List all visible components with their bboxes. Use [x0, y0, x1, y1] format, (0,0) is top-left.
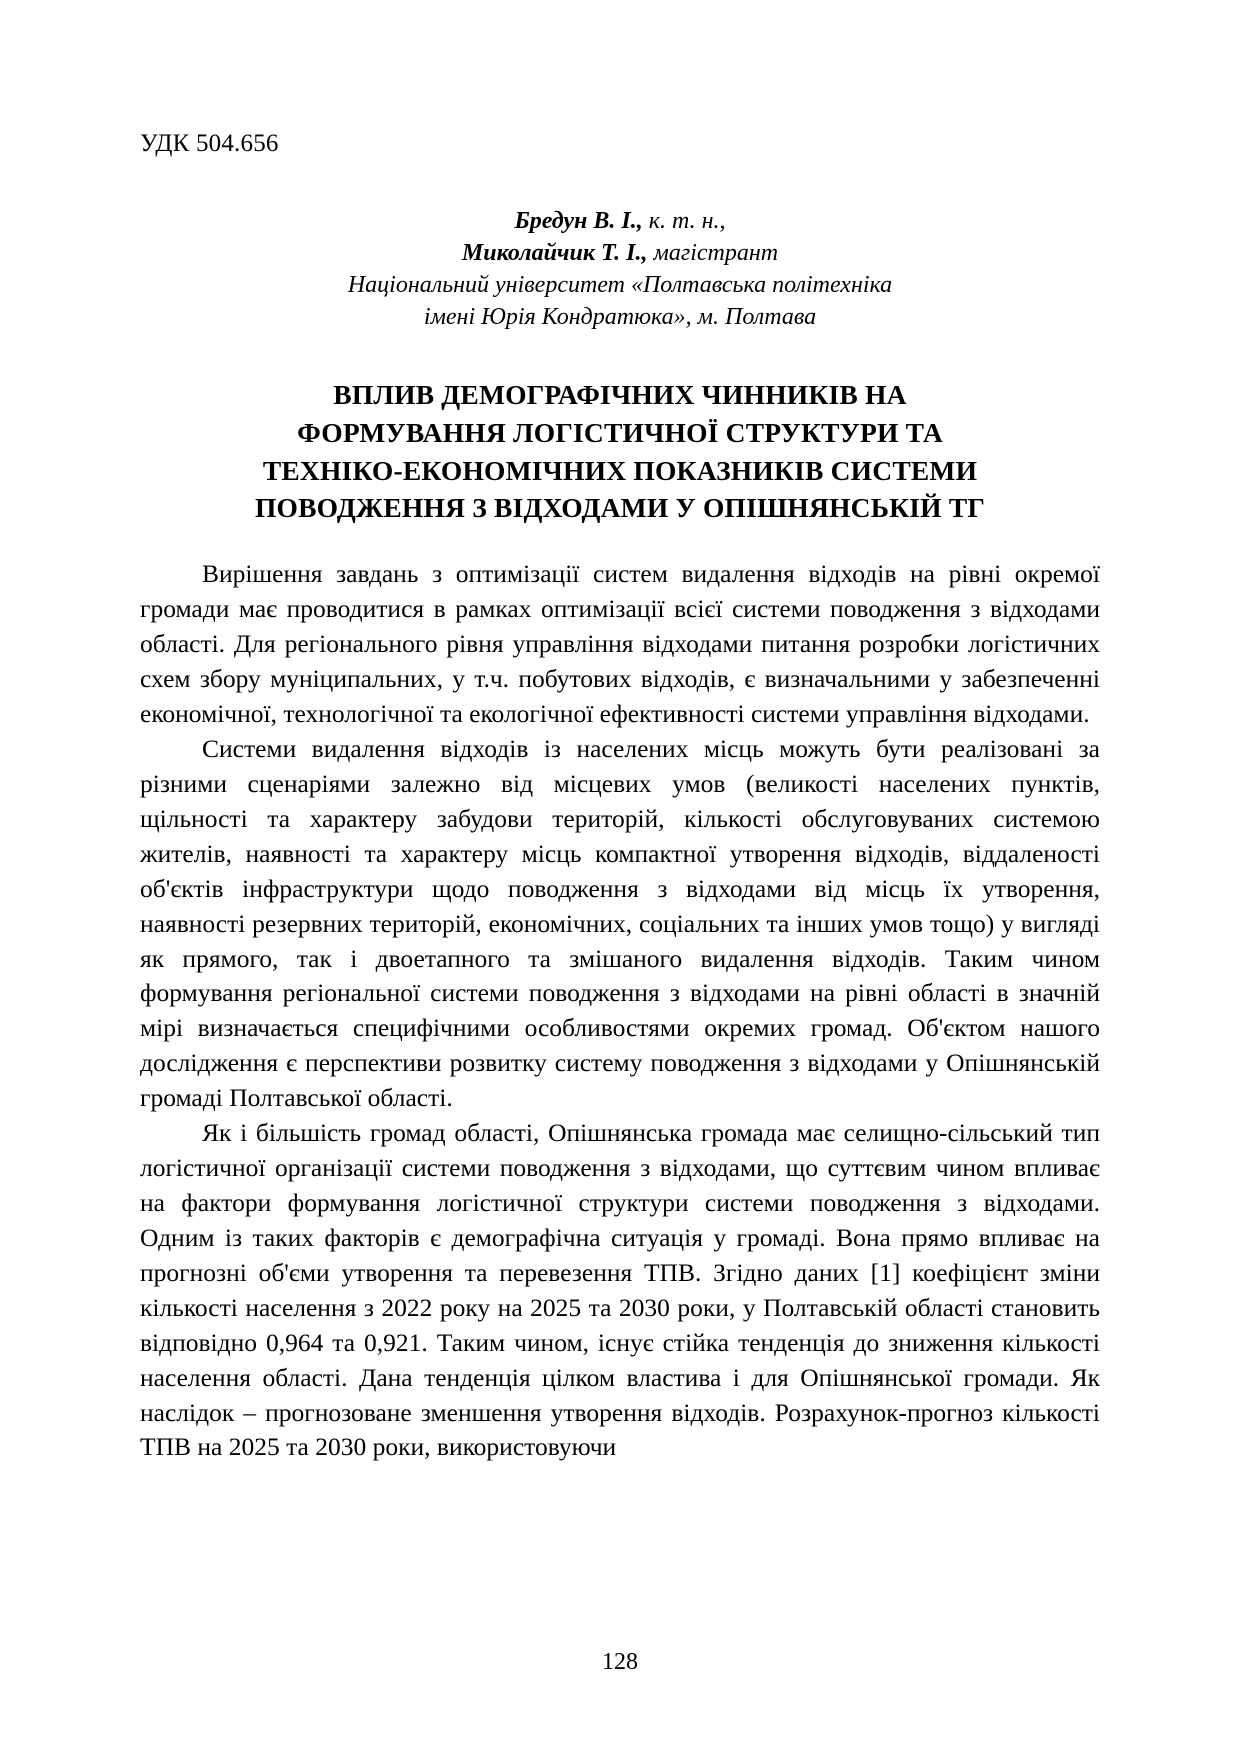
paragraph-3: Як і більшість громад області, Опішнянська громада має селищно-сільський тип логістичної організації системи поводження з відходами, що суттєвим чином впливає на фактори формування логістичної структури системи поводження з відходами. Одним із таких факторів є демографічна ситуація у громаді. Вона прямо впливає на прогнозні об'єми утворення та перевезення ТПВ. Згідно даних [1] коефіцієнт зміни кількості населення з 2022 року на 2025 та 2030 роки, у Полтавській області становить відповідно 0,964 та 0,921. Таким чином, існує стійка тенденція до зниження кількості населення області. Дана тенденція цілком властива і для Опішнянської громади. Як наслідок – прогнозоване зменшення утворення відходів. Розрахунок-прогноз кількості ТПВ на 2025 та 2030 роки, використовуючи: [140, 1118, 1100, 1462]
paragraph-2: Системи видалення відходів із населених місць можуть бути реалізовані за різними сценаріями залежно від місцевих умов (великості населених пунктів, щільності та характеру забудови територій, кількості обслуговуваних системою жителів, наявності та характеру місць компактної утворення відходів, віддаленості об'єктів інфраструктури щодо поводження з відходами від місць їх утворення, наявності резервних територій, економічних, соціальних та інших умов тощо) у вигляді як прямого, так і двоетапного та змішаного видалення відходів. Таким чином формування регіональної системи поводження з відходами на рівні області в значній мірі визначається специфічними особливостями окремих громад. Об'єктом нашого дослідження є перспективи розвитку систему поводження з відходами у Опішнянській громаді Полтавської області.: [140, 733, 1100, 1113]
udk-code: УДК 504.656: [140, 130, 279, 157]
author-role-2: магістрант: [647, 239, 779, 266]
title-line-3: ТЕХНІКО-ЕКОНОМІЧНИХ ПОКАЗНИКІВ СИСТЕМИ: [262, 454, 978, 486]
affiliation-line-1: Національний університет «Полтавська політехніка: [347, 271, 893, 298]
title-line-1: ВПЛИВ ДЕМОГРАФІЧНИХ ЧИННИКІВ НА: [333, 378, 907, 410]
author-line-1: [140, 206, 1100, 238]
title-line-4: ПОВОДЖЕННЯ З ВІДХОДАМИ У ОПІШНЯНСЬКІЙ ТГ: [254, 492, 986, 524]
author-block: [140, 206, 1100, 334]
title-line-2: ФОРМУВАННЯ ЛОГІСТИЧНОЇ СТРУКТУРИ ТА: [297, 416, 943, 448]
paragraph-1: Вирішення завдань з оптимізації систем видалення відходів на рівні окремої громади має проводитися в рамках оптимізації всієї системи поводження з відходами області. Для регіонального рівня управління відходами питання розробки логістичних схем збору муніципальних, у т.ч. побутових відходів, є визначальними у забезпеченні економічної, технологічної та екологічної ефективності системи управління відходами.: [140, 559, 1100, 729]
page-number: 128: [602, 1649, 638, 1675]
author-line-2: [140, 238, 1100, 270]
affiliation-line-2: імені Юрія Кондратюка», м. Полтава: [423, 303, 817, 330]
page-title: [140, 376, 1100, 528]
author-role-1: к. т. н.,: [642, 208, 726, 234]
author-name-2: Миколайчик Т. І.,: [461, 239, 648, 266]
author-name-1: Бредун В. І.,: [514, 208, 643, 234]
body-text: [140, 557, 1100, 1465]
